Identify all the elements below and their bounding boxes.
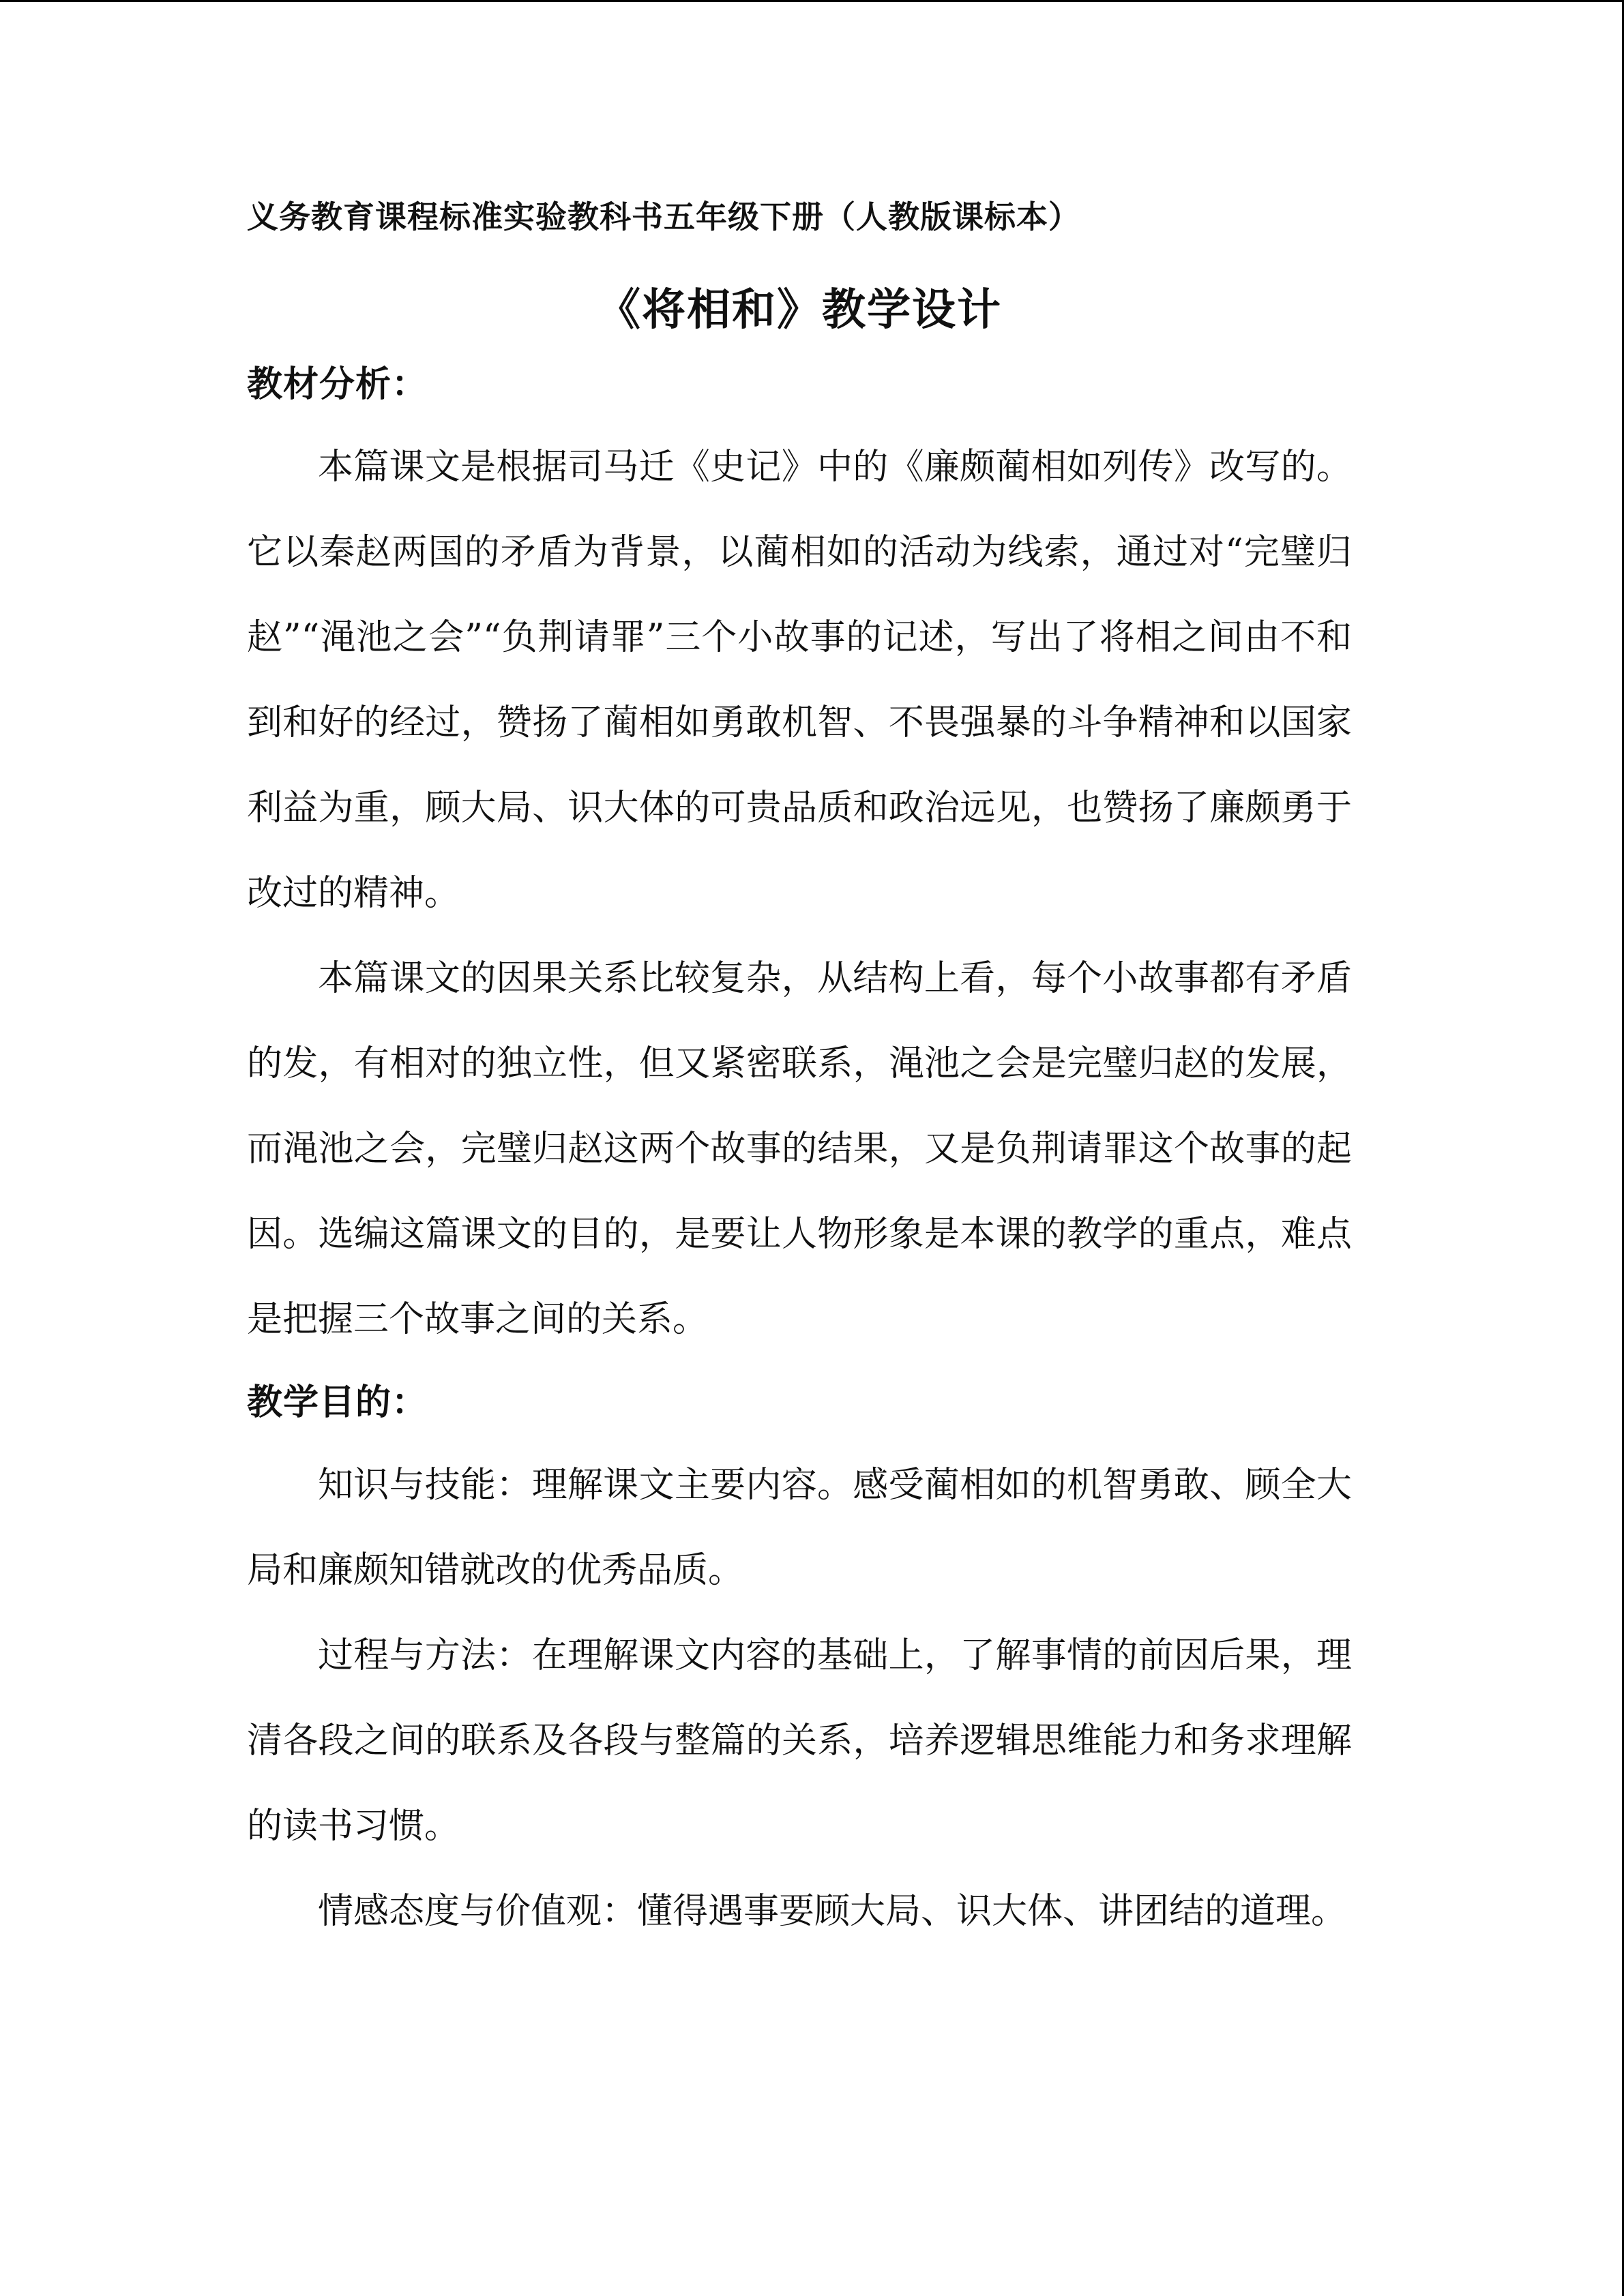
section-teaching-objectives [247, 1372, 1352, 1954]
section-heading: 教材分析： [247, 364, 428, 405]
document-content [247, 193, 1352, 1954]
paragraph: 本篇课文的因果关系比较复杂，从结构上看，每个小故事都有矛盾的发，有相对的独立性，但又紧密联系，渑池之会是完璧归赵的发展，而渑池之会，完璧归赵这两个故事的结果，又是负荆请罪这个故事的起因。选编这篇课文的目的，是要让人物形象是本课的教学的重点，难点是把握三个故事之间的关系。 [247, 958, 1352, 1340]
document-title: 《将相和》教学设计 [597, 285, 1002, 336]
section-textbook-analysis [247, 354, 1352, 1362]
paragraph: 知识与技能：理解课文主要内容。感受蔺相如的机智勇敢、顾全大局和廉颇知错就改的优秀品质。 [247, 1465, 1352, 1591]
document-subtitle: 义务教育课程标准实验教科书五年级下册（人教版课标本） [247, 198, 1080, 235]
paragraph: 情感态度与价值观：懂得遇事要顾大局、识大体、讲团结的道理。 [318, 1891, 1347, 1932]
paragraph: 过程与方法：在理解课文内容的基础上，了解事情的前因后果，理清各段之间的联系及各段与整篇的关系，培养逻辑思维能力和务求理解的读书习惯。 [247, 1635, 1352, 1847]
section-heading: 教学目的： [247, 1382, 428, 1423]
paragraph: 本篇课文是根据司马迁《史记》中的《廉颇蔺相如列传》改写的。它以秦赵两国的矛盾为背景，以蔺相如的活动为线索，通过对“完璧归赵”“渑池之会”“负荆请罪”三个小故事的记述，写出了将相之间由不和到和好的经过，赞扬了蔺相如勇敢机智、不畏强暴的斗争精神和以国家利益为重，顾大局、识大体的可贵品质和政治远见，也赞扬了廉颇勇于改过的精神。 [247, 447, 1352, 914]
